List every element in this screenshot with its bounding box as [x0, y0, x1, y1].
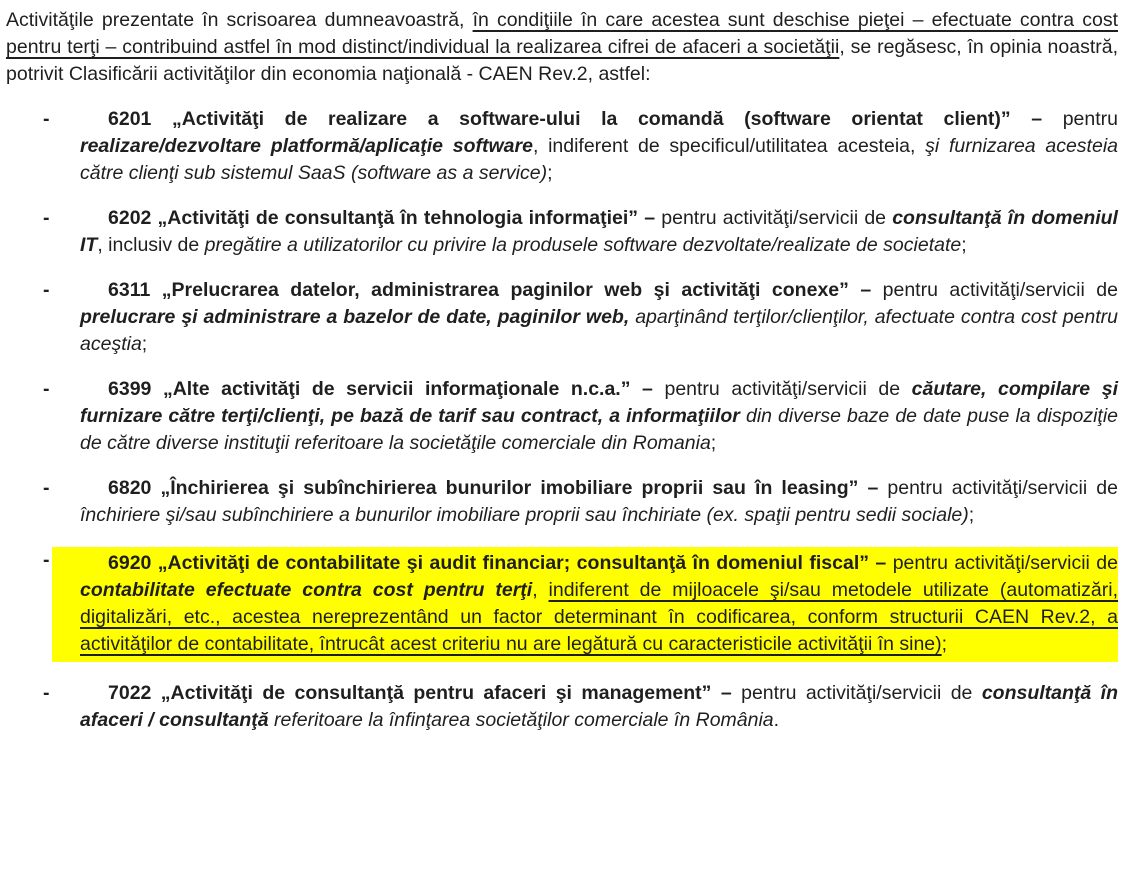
bold-text: 7022 „Activităţi de consultanţă pentru afaceri şi management” – — [108, 682, 732, 704]
italic-text: aparţinând terţilor/clienţilor, afectuate contra cost pentru aceştia — [80, 306, 1118, 355]
underlined-text: indiferent de mijloacele şi/sau metodele utilizate (automatizări, digitalizări, etc., acestea nereprezentând un factor determinant în codificarea, conform structurii CAEN Rev.2, a activităţilor de contabilitate, întrucât acest criteriu nu are legătură cu caracteristicile activităţii în sine) — [80, 579, 1118, 655]
plain-text: pentru activităţi/servicii de — [871, 279, 1118, 301]
caen-item-6201 — [43, 106, 1118, 187]
underlined-text: în condiţiile în care acestea sunt deschise pieţei – efectuate contra cost pentru terţi – contribuind astfel în mod distinct/individual la realizarea cifrei de afaceri a societăţii — [6, 9, 1118, 58]
caen-item-6920 — [43, 547, 1118, 662]
item-text — [80, 376, 1118, 457]
list-dash-marker: - — [43, 477, 50, 499]
item-text — [80, 475, 1118, 529]
plain-text: , indiferent de specificul/utilitatea acesteia, — [532, 135, 926, 157]
list-dash-marker: - — [43, 682, 50, 704]
plain-text: pentru — [1042, 108, 1118, 130]
plain-text: ; — [961, 234, 967, 256]
item-text — [80, 106, 1118, 187]
plain-text: ; — [968, 504, 975, 526]
bold-italic-text: prelucrare şi administrare a bazelor de date, paginilor web, — [80, 306, 630, 328]
list-dash-marker: - — [43, 378, 50, 400]
italic-text: şi furnizarea acesteia către clienţi sub sistemul SaaS (software as a service) — [80, 135, 1118, 184]
plain-text: pentru activităţi/servicii de — [886, 552, 1118, 574]
bold-text: 6201 „Activităţi de realizare a software-ului la comandă (software orientat client)” – — [108, 108, 1043, 130]
caen-list — [6, 106, 1118, 734]
item-text — [80, 680, 1118, 734]
list-dash-marker: - — [43, 207, 50, 229]
bold-text: 6202 „Activităţi de consultanţă în tehnologia informaţiei” – — [108, 207, 656, 229]
italic-text: închiriere şi/sau subînchiriere a bunurilor imobiliare proprii sau închiriate (ex. spaţii pentru sedii sociale) — [80, 504, 969, 526]
plain-text: ; — [141, 333, 148, 355]
item-text — [80, 205, 1118, 259]
list-dash-marker: - — [43, 108, 50, 130]
plain-text: pentru activităţi/servicii de — [731, 682, 982, 704]
item-text — [80, 277, 1118, 358]
caen-item-6820 — [43, 475, 1118, 529]
list-dash-marker: - — [43, 549, 50, 571]
plain-text: Activităţile prezentate în scrisoarea dumneavoastră, — [6, 9, 473, 31]
plain-text: , inclusiv de — [97, 234, 205, 256]
bold-text: 6399 „Alte activităţi de servicii informaţionale n.c.a.” – — [108, 378, 653, 400]
caen-item-6202 — [43, 205, 1118, 259]
bold-italic-text: contabilitate efectuate contra cost pentru terţi — [80, 579, 533, 601]
plain-text: , — [532, 579, 549, 601]
bold-text: 6311 „Prelucrarea datelor, administrarea paginilor web şi activităţi conexe” – — [108, 279, 872, 301]
bold-italic-text: căutare, compilare şi furnizare către terţi/clienţi, pe bază de tarif sau contract, a informaţiilor — [80, 378, 1118, 427]
italic-text: referitoare la înfinţarea societăţilor comerciale în România — [268, 709, 774, 731]
bold-italic-text: consultanţă în afaceri / consultanţă — [80, 682, 1118, 731]
plain-text: . — [773, 709, 780, 731]
bold-text: 6820 „Închirierea şi subînchirierea bunurilor imobiliare proprii sau în leasing” – — [108, 477, 879, 499]
italic-text: pregătire a utilizatorilor cu privire la produsele software dezvoltate/realizate de societate — [204, 234, 962, 256]
plain-text: ; — [941, 633, 948, 655]
plain-text: pentru activităţi/servicii de — [652, 378, 912, 400]
italic-text: din diverse baze de date puse la dispoziţie de către diverse instituţii referitoare la societăţile comerciale din Romania — [80, 405, 1118, 454]
plain-text: ; — [547, 162, 553, 184]
plain-text: ; — [710, 432, 717, 454]
caen-item-7022 — [43, 680, 1118, 734]
bold-italic-text: realizare/dezvoltare platformă/aplicaţie software — [80, 135, 533, 157]
item-text — [52, 547, 1118, 662]
plain-text: pentru activităţi/servicii de — [655, 207, 893, 229]
list-dash-marker: - — [43, 279, 50, 301]
caen-item-6399 — [43, 376, 1118, 457]
bold-text: 6920 „Activităţi de contabilitate şi audit financiar; consultanţă în domeniul fiscal” – — [108, 552, 887, 574]
bold-italic-text: consultanţă în domeniul IT — [80, 207, 1118, 256]
plain-text: , se regăsesc, în opinia noastră, potrivit Clasificării activităţilor din economia naţională - CAEN Rev.2, astfel: — [6, 36, 1118, 85]
plain-text: pentru activităţi/servicii de — [878, 477, 1118, 499]
caen-item-6311 — [43, 277, 1118, 358]
intro-paragraph — [6, 7, 1118, 88]
